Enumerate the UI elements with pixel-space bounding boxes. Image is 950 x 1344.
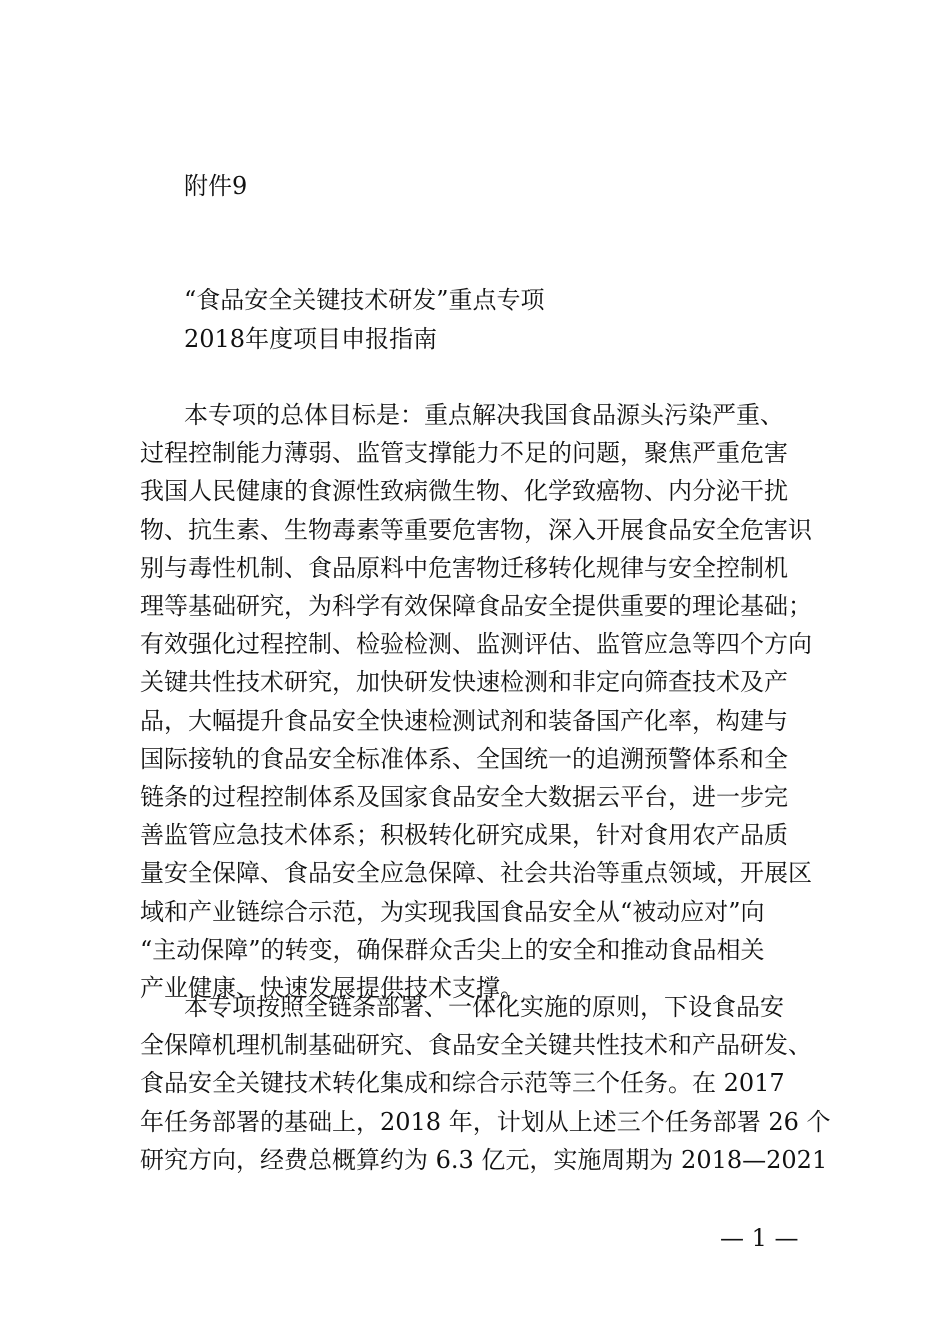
paragraph-line: 物、抗生素、生物毒素等重要危害物，深入开展食品安全危害识 (140, 515, 812, 544)
paragraph-line: 产业健康、快速发展提供技术支撑。 (140, 974, 524, 1003)
paragraph-line: 有效强化过程控制、检验检测、监测评估、监管应急等四个方向 (140, 630, 812, 659)
paragraph-line: 年任务部署的基础上，2018 年，计划从上述三个任务部署 26 个 (140, 1107, 831, 1136)
paragraph-line: 关键共性技术研究，加快研发快速检测和非定向筛查技术及产 (140, 668, 788, 697)
paragraph-line: 链条的过程控制体系及国家食品安全大数据云平台，进一步完 (140, 783, 788, 812)
page-number: — 1 — (720, 1224, 799, 1252)
paragraph-line: 本专项按照全链条部署、一体化实施的原则，下设食品安 (184, 993, 784, 1021)
paragraph-line: 理等基础研究，为科学有效保障食品安全提供重要的理论基础； (140, 592, 812, 621)
paragraph-line: “主动保障”的转变，确保群众舌尖上的安全和推动食品相关 (140, 935, 765, 964)
paragraph-line: 过程控制能力薄弱、监管支撑能力不足的问题，聚焦严重危害 (140, 439, 788, 468)
paragraph-line: 国际接轨的食品安全标准体系、全国统一的追溯预警体系和全 (140, 744, 788, 773)
paragraph-line: 品，大幅提升食品安全快速检测试剂和装备国产化率，构建与 (140, 706, 788, 735)
paragraph-line: 别与毒性机制、食品原料中危害物迁移转化规律与安全控制机 (140, 553, 788, 582)
title-line-2: 2018年度项目申报指南 (184, 325, 438, 353)
paragraph-2 (140, 988, 830, 1179)
paragraph-line: 研究方向，经费总概算约为 6.3 亿元，实施周期为 2018—2021 (140, 1145, 828, 1174)
paragraph-line: 食品安全关键技术转化集成和综合示范等三个任务。在 2017 (140, 1069, 785, 1098)
paragraph-line: 善监管应急技术体系；积极转化研究成果，针对食用农产品质 (140, 821, 788, 850)
paragraph-line: 我国人民健康的食源性致病微生物、化学致癌物、内分泌干扰 (140, 477, 788, 506)
paragraph-line: 全保障机理机制基础研究、食品安全关键共性技术和产品研发、 (140, 1031, 812, 1060)
paragraph-1 (140, 396, 830, 1007)
title-line-1: “食品安全关键技术研发”重点专项 (184, 286, 545, 314)
paragraph-line: 域和产业链综合示范，为实现我国食品安全从“被动应对”向 (140, 897, 765, 926)
attachment-label: 附件9 (184, 172, 248, 200)
paragraph-line: 量安全保障、食品安全应急保障、社会共治等重点领域，开展区 (140, 859, 812, 888)
paragraph-line: 本专项的总体目标是：重点解决我国食品源头污染严重、 (184, 401, 784, 429)
